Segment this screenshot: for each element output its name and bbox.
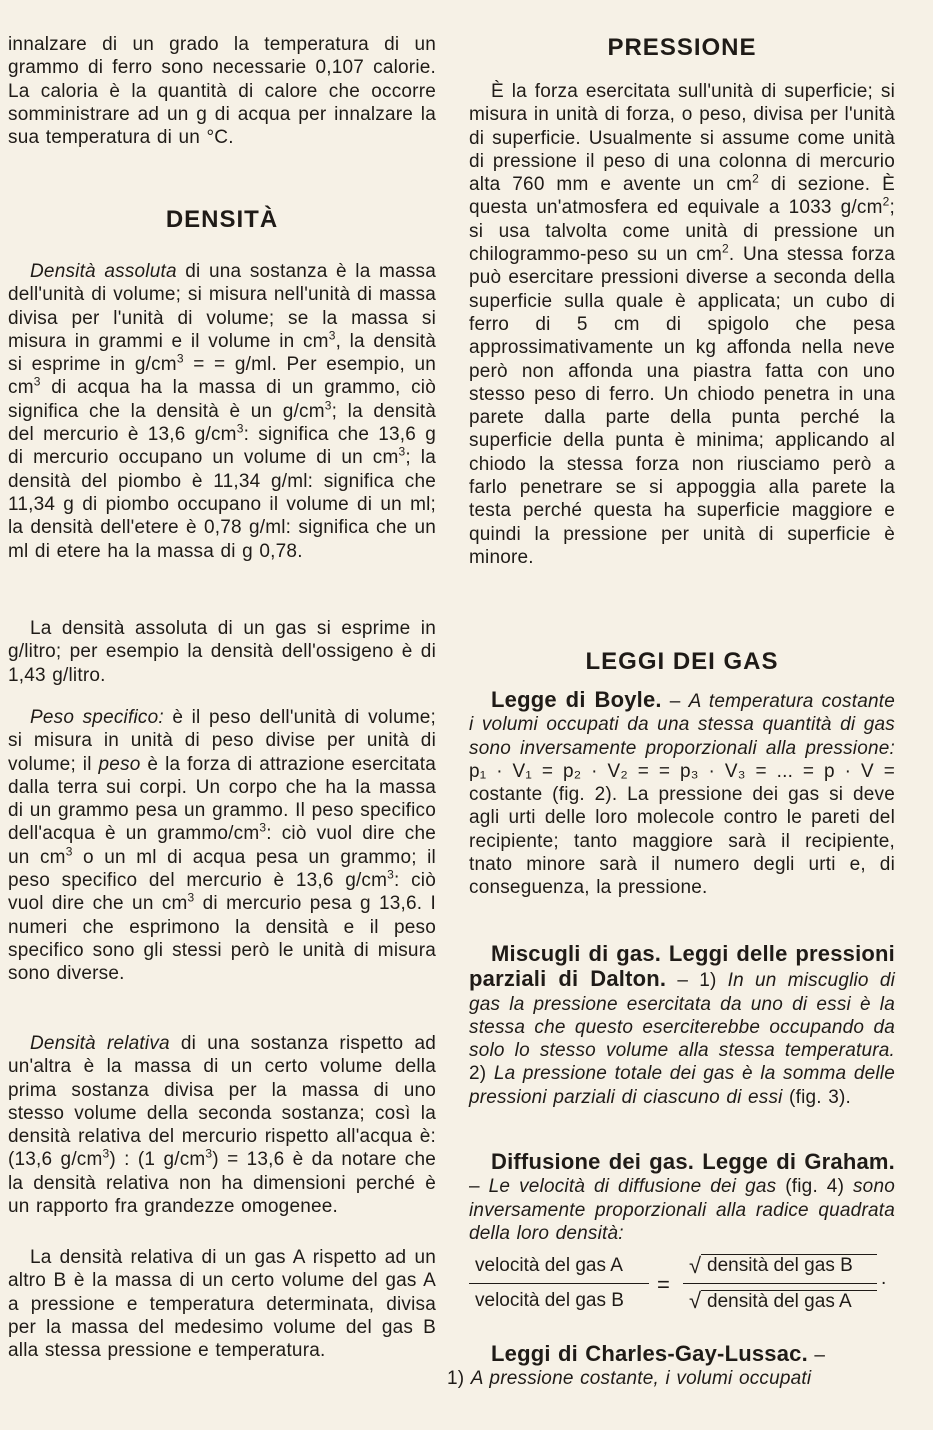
densita-assoluta-paragraph bbox=[8, 260, 436, 563]
text-fragment: La pressione dei gas si deve agli urti delle loro molecole contro le pareti del recipiente; tanto maggiore sarà il recipiente, tnato minore sarà il numero degli urti e, di conseguenza, la pressione. bbox=[469, 784, 895, 899]
superscript: 3 bbox=[387, 867, 395, 882]
text-fragment: ; si usa talvolta come unità di pressione un chilogrammo-peso su un cm bbox=[469, 197, 895, 266]
graham-law-b: sono inversamente proporzionali alla radice quadrata della loro densità: bbox=[469, 1176, 895, 1244]
text-fragment: è la forza di attrazione esercitata dalla terra sui corpi. Un corpo che ha la massa di un grammo pesa un grammo. Il peso specifico dell'acqua è un grammo/cm bbox=[8, 753, 436, 845]
text-fragment: di sezione. È questa un'atmosfera ed equivale a 1033 g/cm bbox=[469, 174, 896, 219]
boyle-paragraph bbox=[469, 688, 895, 900]
dalton-law-1: In un miscuglio di gas la pressione esercitata da uno di essi è la stessa che questo eserciterebbe occupando da solo lo stesso volume alla stessa temperatura. bbox=[469, 970, 896, 1062]
charles-title: Leggi di Charles-Gay-Lussac. bbox=[491, 1341, 808, 1366]
superscript: 3 bbox=[205, 1147, 213, 1162]
text-fragment: : ciò vuol dire che un cm bbox=[8, 870, 436, 915]
superscript: 3 bbox=[187, 891, 195, 906]
densita-relativa-paragraph bbox=[8, 1032, 436, 1218]
boyle-formula: p₁ · V₁ = p₂ · V₂ = = p₃ · V₃ = ... = p · V = costante (fig. 2). bbox=[469, 760, 895, 806]
superscript: 3 bbox=[324, 398, 332, 413]
dash: – bbox=[807, 1345, 826, 1366]
text-fragment: (fig. 3). bbox=[782, 1086, 851, 1108]
graham-title: Diffusione dei gas. Legge di Graham. bbox=[491, 1149, 895, 1174]
pressione-paragraph bbox=[469, 80, 895, 569]
text-fragment: È la forza esercitata sull'unità di superficie; si misura in unità di forza, o peso, divisa per l'unità di superficie. Usualmente si assume come unità di pressione il peso di una colonna di mercurio alta 760 mm e avente un cm bbox=[469, 81, 895, 196]
superscript: 3 bbox=[65, 844, 73, 859]
boyle-law-statement: A temperatura costante i volumi occupati da una stessa quantità di gas sono inversamente proporzionali alla pressione: bbox=[469, 691, 895, 759]
intro-paragraph bbox=[8, 33, 436, 149]
dash: – bbox=[661, 691, 689, 712]
charles-paragraph bbox=[447, 1341, 895, 1391]
heading-leggi-dei-gas: LEGGI DEI GAS bbox=[585, 648, 779, 675]
superscript: 3 bbox=[102, 1147, 110, 1162]
text-fragment: ; la densità del mercurio è 13,6 g/cm bbox=[8, 400, 436, 446]
text-fragment: è il peso dell'unità di volume; si misura in unità di peso divise per unità di volume; il bbox=[8, 707, 436, 775]
dalton-law-2: La pressione totale dei gas è la somma delle pressioni parziali di ciascuno di essi bbox=[469, 1063, 895, 1108]
dalton-paragraph bbox=[469, 942, 895, 1109]
fraction-numerator: velocità del gas A bbox=[475, 1255, 623, 1276]
text-fragment: di una sostanza è la massa dell'unità di volume; si misura nell'unità di massa divisa per l'unità di volume; se la massa si misura in grammi e il volume in cm bbox=[8, 261, 436, 352]
dash: – bbox=[469, 1176, 489, 1198]
dalton-title: Miscugli di gas. Leggi delle pressioni parziali di Dalton. bbox=[469, 941, 895, 992]
graham-formula bbox=[469, 1250, 895, 1330]
intro-text: innalzare di un grado la temperatura di un grammo di ferro sono necessarie 0,107 calorie. La caloria è la quantità di calore che occorre somministrare ad un g di acqua per innalzare la sua temperatura di un °C. bbox=[8, 34, 436, 149]
superscript: 3 bbox=[236, 421, 244, 436]
fraction-bar-right bbox=[683, 1283, 877, 1284]
text-fragment: di una sostanza rispetto ad un'altra è la massa di un certo volume della prima sostanza divisa per la massa di uno stesso volume della seconda sostanza; così la densità relativa del mercurio rispetto all'acqua è: (13,6 g/cm bbox=[8, 1033, 436, 1171]
superscript: 2 bbox=[722, 241, 729, 256]
text-fragment: o un ml di acqua pesa un grammo; il peso specifico del mercurio è 13,6 g/cm bbox=[8, 846, 436, 892]
text-fragment: – 1) bbox=[666, 970, 728, 992]
equals-sign: = bbox=[657, 1272, 670, 1297]
term-peso-specifico: Peso specifico: bbox=[30, 707, 164, 728]
text-fragment: , la densità si esprime in g/cm bbox=[8, 330, 436, 376]
text-fragment: ) : (1 g/cm bbox=[109, 1149, 206, 1171]
superscript: 3 bbox=[259, 821, 267, 836]
superscript: 3 bbox=[328, 328, 336, 343]
heading-densita: DENSITÀ bbox=[165, 206, 279, 233]
sqrt-symbol: √ bbox=[689, 1253, 702, 1278]
graham-paragraph bbox=[469, 1150, 895, 1245]
densita-gas-paragraph: La densità assoluta di un gas si esprime in g/litro; per esempio la densità dell'ossigeno è di 1,43 g/litro. bbox=[8, 618, 436, 686]
sqrt-symbol: √ bbox=[689, 1288, 702, 1313]
text-fragment: di mercurio pesa g 13,6. I numeri che esprimono la densità e il peso specifico sono gli stessi però le unità di misura sono diverse. bbox=[8, 893, 436, 985]
superscript: 2 bbox=[752, 171, 760, 186]
superscript: 3 bbox=[398, 445, 406, 460]
fraction-bar bbox=[469, 1283, 649, 1284]
superscript: 2 bbox=[882, 195, 890, 210]
root-denominator: densità del gas A bbox=[707, 1291, 852, 1312]
term-densita-relativa: Densità relativa bbox=[30, 1033, 170, 1054]
text-fragment: ) = 13,6 è da notare che la densità relativa non ha dimensioni perché è un rapporto fra grandezze omogenee. bbox=[8, 1149, 436, 1218]
superscript: 3 bbox=[176, 351, 184, 366]
text-fragment: ; la densità del piombo è 11,34 g/ml: significa che 11,34 g di piombo occupano il volume di un ml; la densità dell'etere è 0,78 g/ml: significa che un ml di etere ha la massa di g 0,78. bbox=[8, 447, 436, 562]
term-densita-assoluta: Densità assoluta bbox=[30, 261, 177, 282]
densita-relativa-gas-paragraph: La densità relativa di un gas A rispetto ad un altro B è la massa di un certo volume del gas A a pressione e temperatura determinata, divisa per la massa del medesimo volume del gas B alla stessa pressione e temperatura. bbox=[8, 1247, 436, 1362]
text-fragment: 2) bbox=[469, 1063, 494, 1085]
text-fragment: = = g/ml. Per esempio, un cm bbox=[8, 354, 436, 399]
boyle-title: Legge di Boyle. bbox=[491, 687, 662, 712]
superscript: 3 bbox=[33, 375, 41, 390]
text-fragment: 1) bbox=[447, 1368, 471, 1390]
text-fragment: di acqua ha la massa di un grammo, ciò significa che la densità è un g/cm bbox=[8, 377, 436, 422]
text-fragment: : ciò vuol dire che un cm bbox=[8, 823, 437, 868]
root-numerator: densità del gas B bbox=[707, 1255, 853, 1276]
graham-law-a: Le velocità di diffusione dei gas bbox=[488, 1176, 777, 1198]
heading-pressione: PRESSIONE bbox=[607, 34, 757, 61]
text-fragment: (fig. 4) bbox=[776, 1176, 853, 1198]
term-peso: peso bbox=[98, 753, 141, 775]
text-fragment: : significa che 13,6 g di mercurio occupano un volume di un cm bbox=[8, 424, 436, 469]
period: . bbox=[881, 1268, 887, 1289]
fraction-denominator: velocità del gas B bbox=[475, 1290, 624, 1311]
charles-law: A pressione costante, i volumi occupati bbox=[470, 1368, 812, 1390]
peso-specifico-paragraph bbox=[8, 706, 436, 986]
text-fragment: . Una stessa forza può esercitare pressioni diverse a seconda della superficie sulla quale è applicata; un cubo di ferro di 5 cm di spigolo che pesa approssimativamente un kg affonda nella neve però non affonda una piastra fatta con uno stesso peso di ferro. Un chiodo penetra in una parete dalla parte della punta perché la superficie della punta è minima; applicando al chiodo la stessa forza non riusciamo però a farlo penetrare se si appoggia alla parete la testa perché questa ha superficie maggiore e quindi la pressione per unità di superficie è minore. bbox=[469, 244, 895, 568]
